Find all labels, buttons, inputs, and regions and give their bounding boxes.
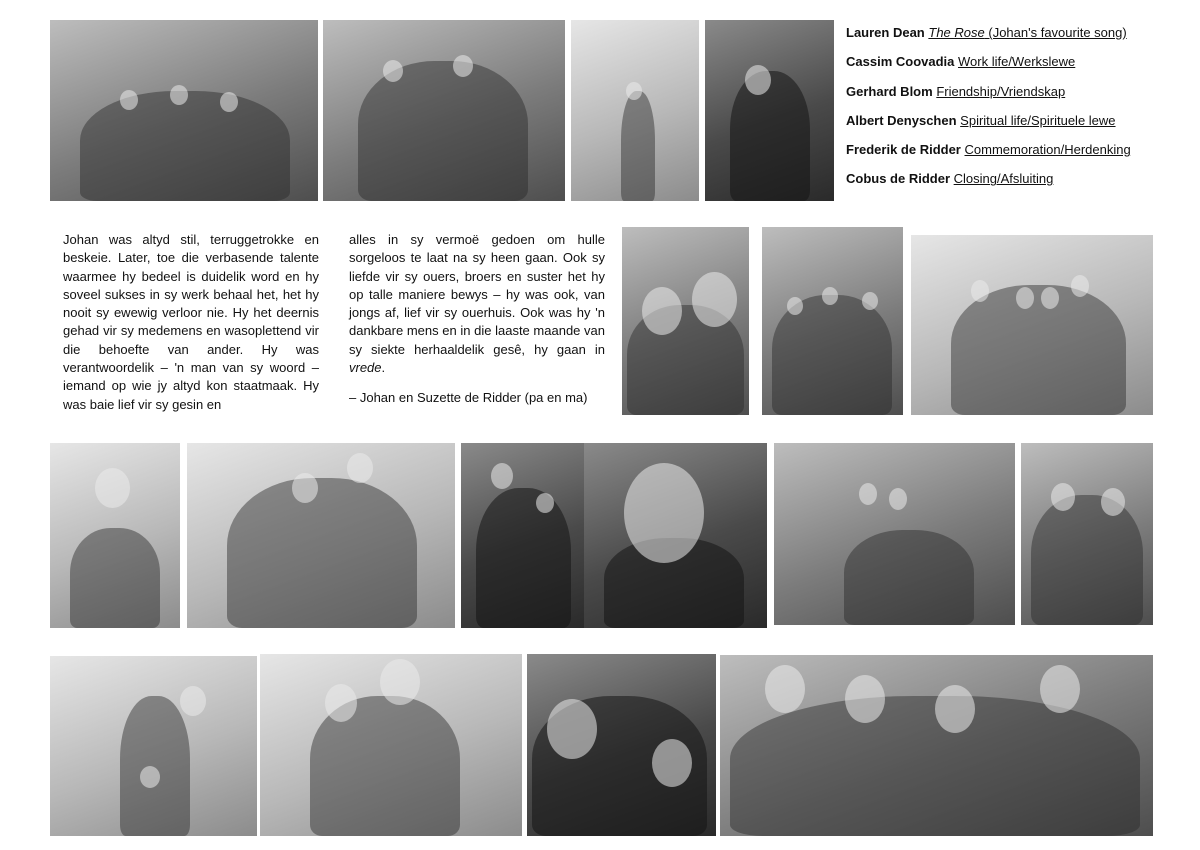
program-item-note: (Johan's favourite song) (984, 25, 1127, 40)
photo-parents-with-baby (187, 443, 455, 628)
tribute-text: alles in sy vermoë gedoen om hulle sorgeloos te laat na sy heen gaan. Ook sy liefde vir sy ouers, broers en suster het hy op talle maniere bewys – hy was ook, van jongs af, lief vir sy ouerhuis. Ook was hy 'n dankbare mens en in die laaste maande van sy siekte herhaaldelik gesê, hy gaan in (349, 232, 605, 357)
program-line (846, 170, 1176, 199)
tribute-text-end: . (381, 360, 386, 376)
photo-man-with-toddler (527, 654, 716, 836)
tribute-emphasis: vrede (349, 360, 382, 376)
tribute-signature: – Johan en Suzette de Ridder (pa en ma) (349, 390, 588, 406)
program-line (846, 112, 1176, 141)
tribute-paragraph: Johan was altyd stil, terruggetrokke en beskeie. Later, toe die verbasende talente waarmee hy bedeel is duidelik word en hy soveel sukses in sy werk behaal het, het hy nooit sy ewewig verloor nie. Hy het deernis gehad vir sy medemens en wasoplettend vir die behoefte van ander. Hy was verantwoordelik – 'n man van sy woord – iemand op wie jy altyd kon staatmaak. Hy was baie lief vir sy gesin en (63, 232, 319, 412)
photo-family-outdoor-four (911, 235, 1153, 415)
speaker-name: Lauren Dean (846, 25, 925, 40)
program-line (846, 53, 1176, 82)
photo-graduation-couple (1021, 443, 1153, 625)
program-item: Closing/Afsluiting (953, 171, 1054, 187)
program-line (846, 24, 1176, 53)
photo-baby-sitting (50, 443, 180, 628)
song-title: The Rose (928, 25, 985, 40)
photo-father-baby-beach (50, 656, 257, 836)
program-line (846, 141, 1176, 170)
photo-father-child-water (461, 443, 584, 628)
tribute-paragraph-continued (349, 231, 605, 377)
photo-family-indoor-group (762, 227, 903, 415)
program-item: Friendship/Vriendskap (936, 83, 1066, 99)
speaker-name: Gerhard Blom (846, 83, 933, 99)
program-item: Spiritual life/Spirituele lewe (960, 112, 1116, 128)
program-list (846, 24, 1176, 200)
speaker-name: Albert Denyschen (846, 112, 957, 128)
speaker-name: Cassim Coovadia (846, 54, 955, 70)
tribute-column-1 (63, 231, 319, 414)
speaker-name: Frederik de Ridder (846, 142, 961, 158)
program-item: Work life/Werkslewe (958, 54, 1076, 70)
photo-family-group-porch (50, 20, 318, 201)
program-item: Commemoration/Herdenking (964, 142, 1131, 158)
photo-wedding-couple-garden (774, 443, 1015, 625)
photo-elderly-couple-closeup (622, 227, 749, 415)
photo-taj-mahal (571, 20, 699, 201)
photo-four-young-men (720, 655, 1153, 836)
program-item (928, 25, 1126, 40)
photo-man-striped-shirt (705, 20, 834, 201)
speaker-name: Cobus de Ridder (846, 171, 951, 187)
program-line (846, 83, 1176, 112)
photo-man-holding-child (260, 654, 522, 836)
photo-men-group-room (323, 20, 565, 201)
tribute-column-2 (349, 231, 605, 408)
photo-young-man-portrait (584, 443, 767, 628)
